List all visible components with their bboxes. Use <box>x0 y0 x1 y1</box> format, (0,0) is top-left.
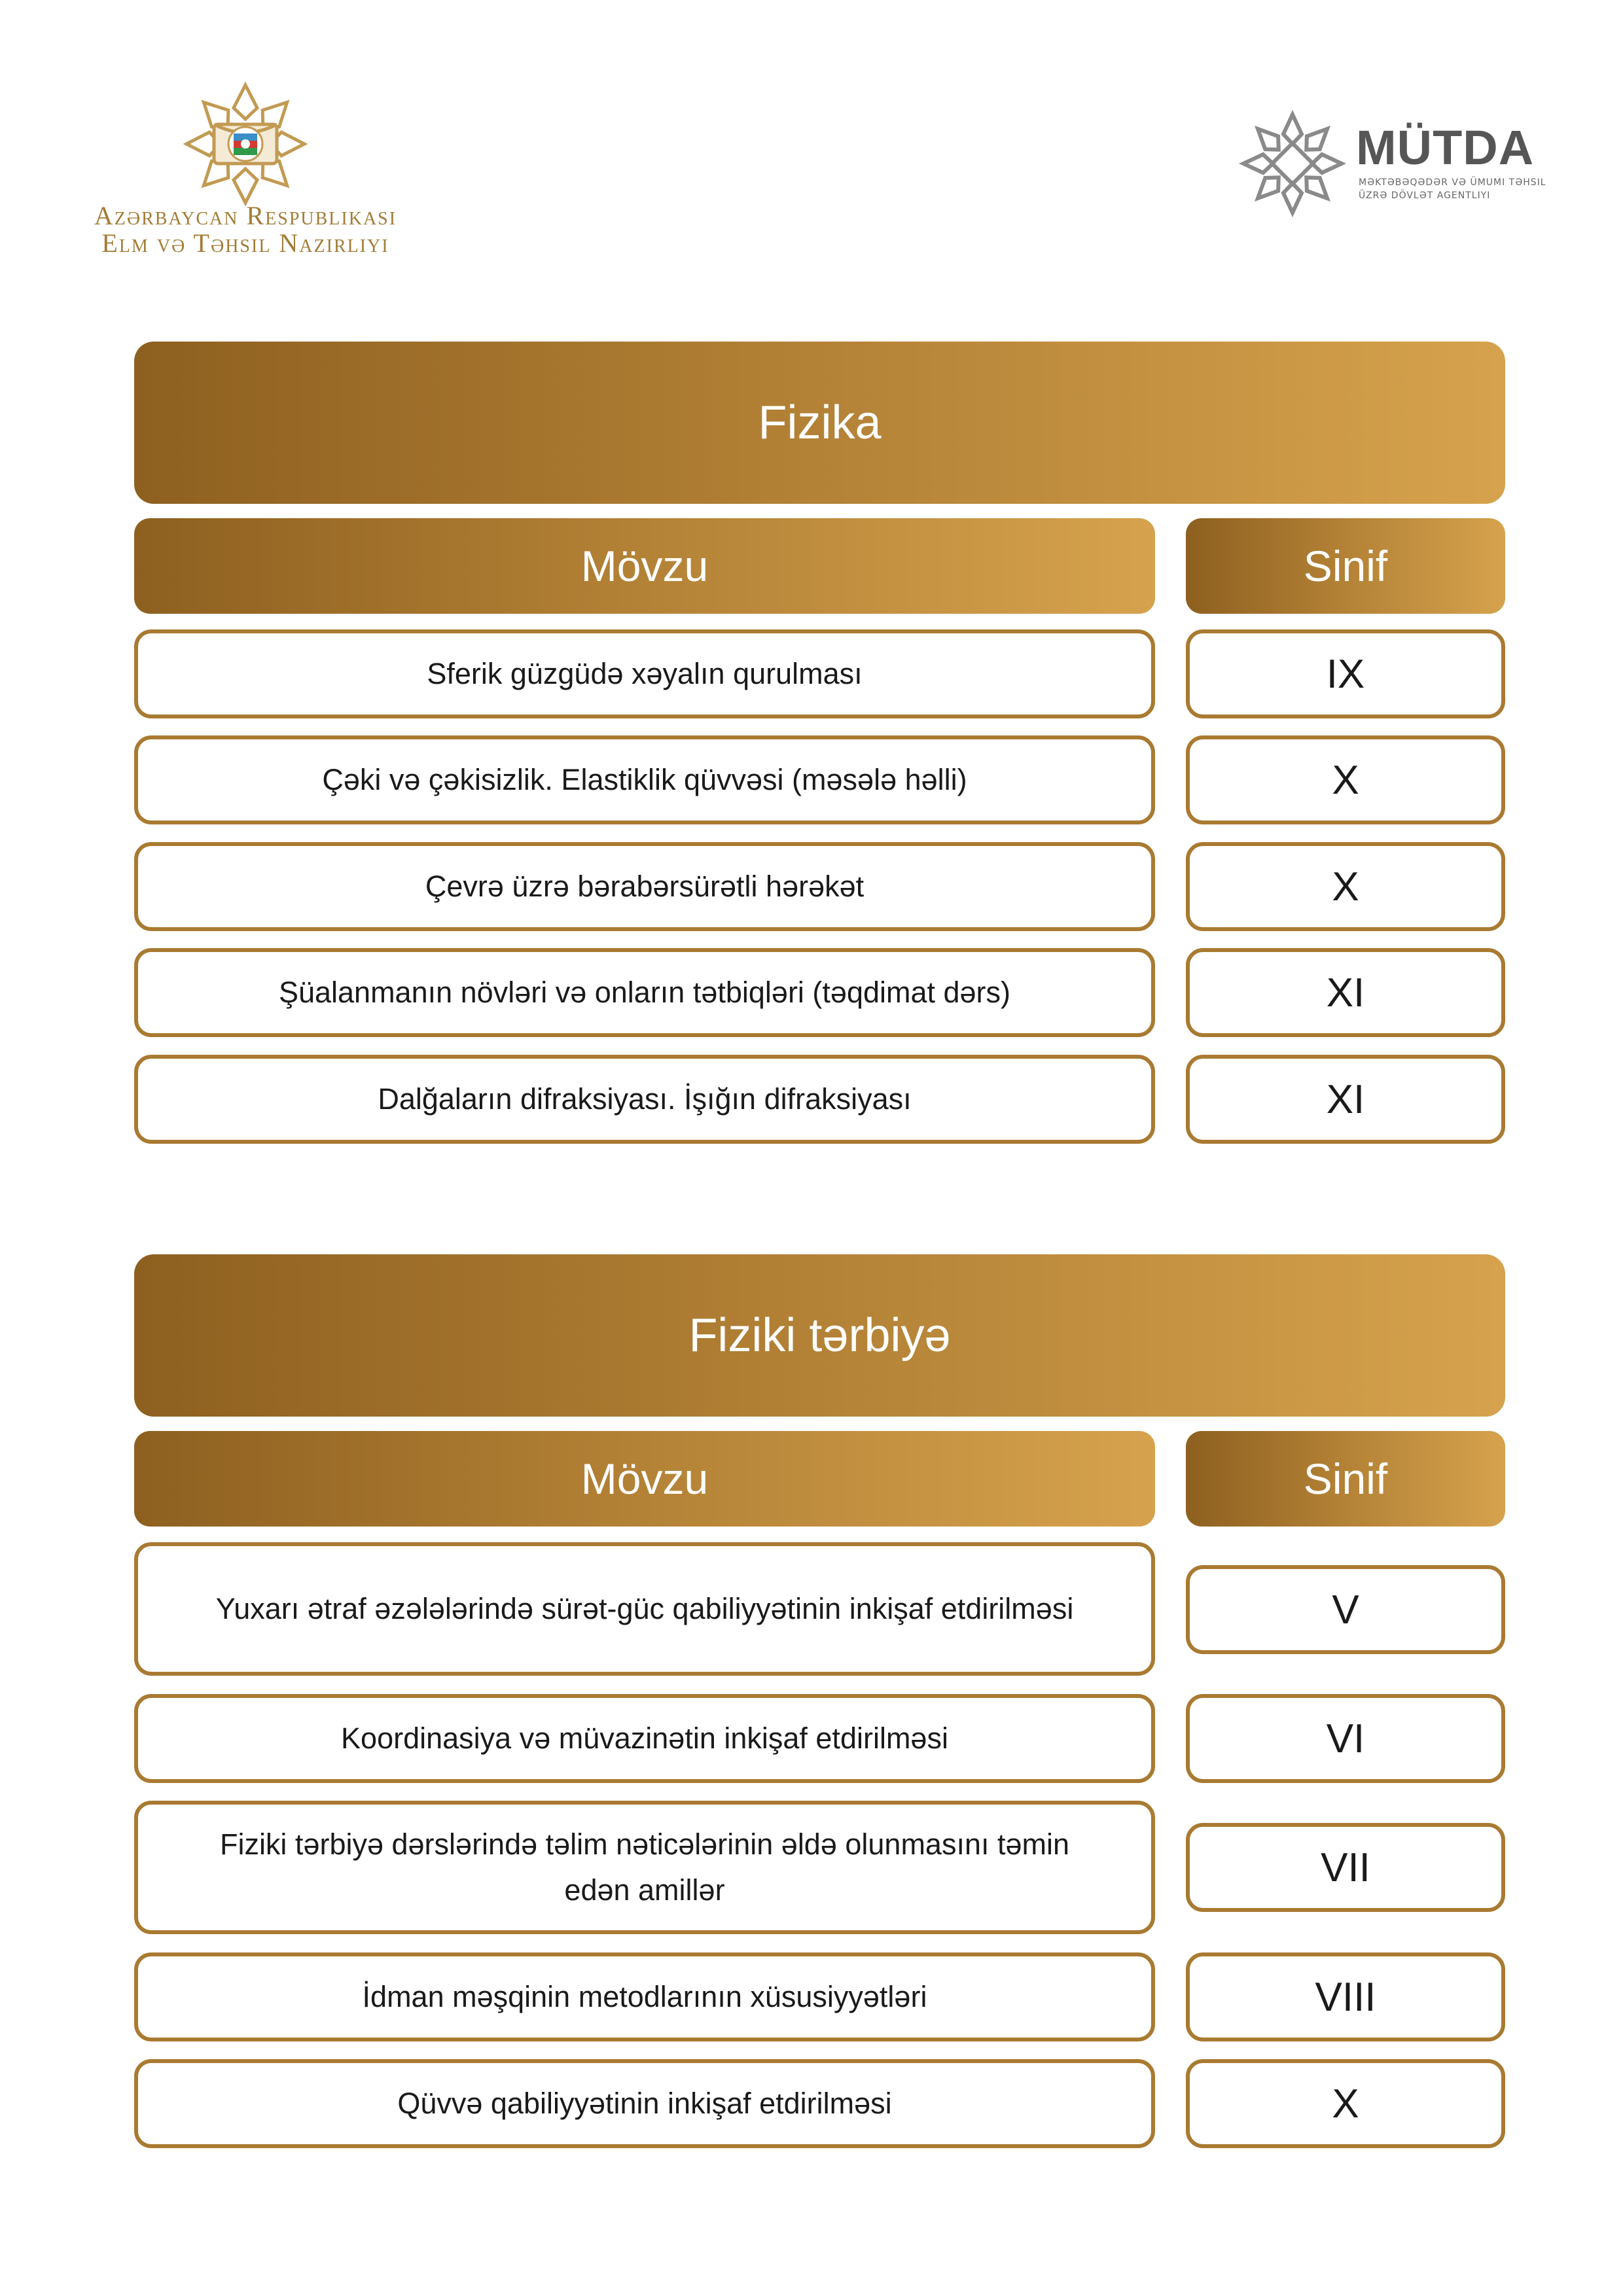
grade-cell: V <box>1186 1565 1505 1654</box>
ministry-logo <box>72 72 419 262</box>
agency-emblem-icon <box>1237 108 1348 219</box>
topic-cell: Çevrə üzrə bərabərsürətli hərəkət <box>134 842 1155 931</box>
column-header-topic: Mövzu <box>134 518 1155 614</box>
ministry-name-line2: Elm və Təhsil Nazirliyi <box>101 228 389 258</box>
agency-subtitle-line1: MƏKTƏBƏQƏDƏR VƏ ÜMUMI TƏHSIL <box>1359 177 1546 188</box>
grade-cell: X <box>1186 735 1505 824</box>
agency-logo <box>1237 108 1551 219</box>
grade-cell: X <box>1186 2059 1505 2148</box>
ministry-name-line1: Azərbaycan Respublikası <box>94 201 397 230</box>
topic-cell: Dalğaların difraksiyası. İşığın difraksiyası <box>134 1055 1155 1144</box>
subject-banner-fizika: Fizika <box>134 342 1505 504</box>
subject-banner-fiziki-terbiye: Fiziki tərbiyə <box>134 1254 1505 1417</box>
topic-cell: Şüalanmanın növləri və onların tətbiqləri (təqdimat dərs) <box>134 948 1155 1037</box>
agency-name: MÜTDA <box>1356 120 1535 175</box>
topic-cell: Fiziki tərbiyə dərslərində təlim nəticələrinin əldə olunmasını təmin edən amillər <box>134 1801 1155 1934</box>
topic-cell: Qüvvə qabiliyyətinin inkişaf etdirilməsi <box>134 2059 1155 2148</box>
grade-cell: VIII <box>1186 1952 1505 2041</box>
topic-cell: Yuxarı ətraf əzələlərində sürət-güc qabiliyyətinin inkişaf etdirilməsi <box>134 1542 1155 1676</box>
ministry-crest-icon <box>180 79 311 209</box>
topic-cell: Çəki və çəkisizlik. Elastiklik qüvvəsi (məsələ həlli) <box>134 735 1155 824</box>
agency-subtitle-line2: ÜZRƏ DÖVLƏT AGENTLIYI <box>1359 190 1491 201</box>
grade-cell: VII <box>1186 1823 1505 1912</box>
grade-cell: IX <box>1186 629 1505 718</box>
topic-cell: İdman məşqinin metodlarının xüsusiyyətləri <box>134 1952 1155 2041</box>
column-header-topic: Mövzu <box>134 1431 1155 1527</box>
column-header-grade: Sinif <box>1186 518 1505 614</box>
column-header-grade: Sinif <box>1186 1431 1505 1527</box>
grade-cell: X <box>1186 842 1505 931</box>
grade-cell: VI <box>1186 1694 1505 1783</box>
topic-cell: Sferik güzgüdə xəyalın qurulması <box>134 629 1155 718</box>
grade-cell: XI <box>1186 948 1505 1037</box>
grade-cell: XI <box>1186 1055 1505 1144</box>
topic-cell: Koordinasiya və müvazinətin inkişaf etdirilməsi <box>134 1694 1155 1783</box>
